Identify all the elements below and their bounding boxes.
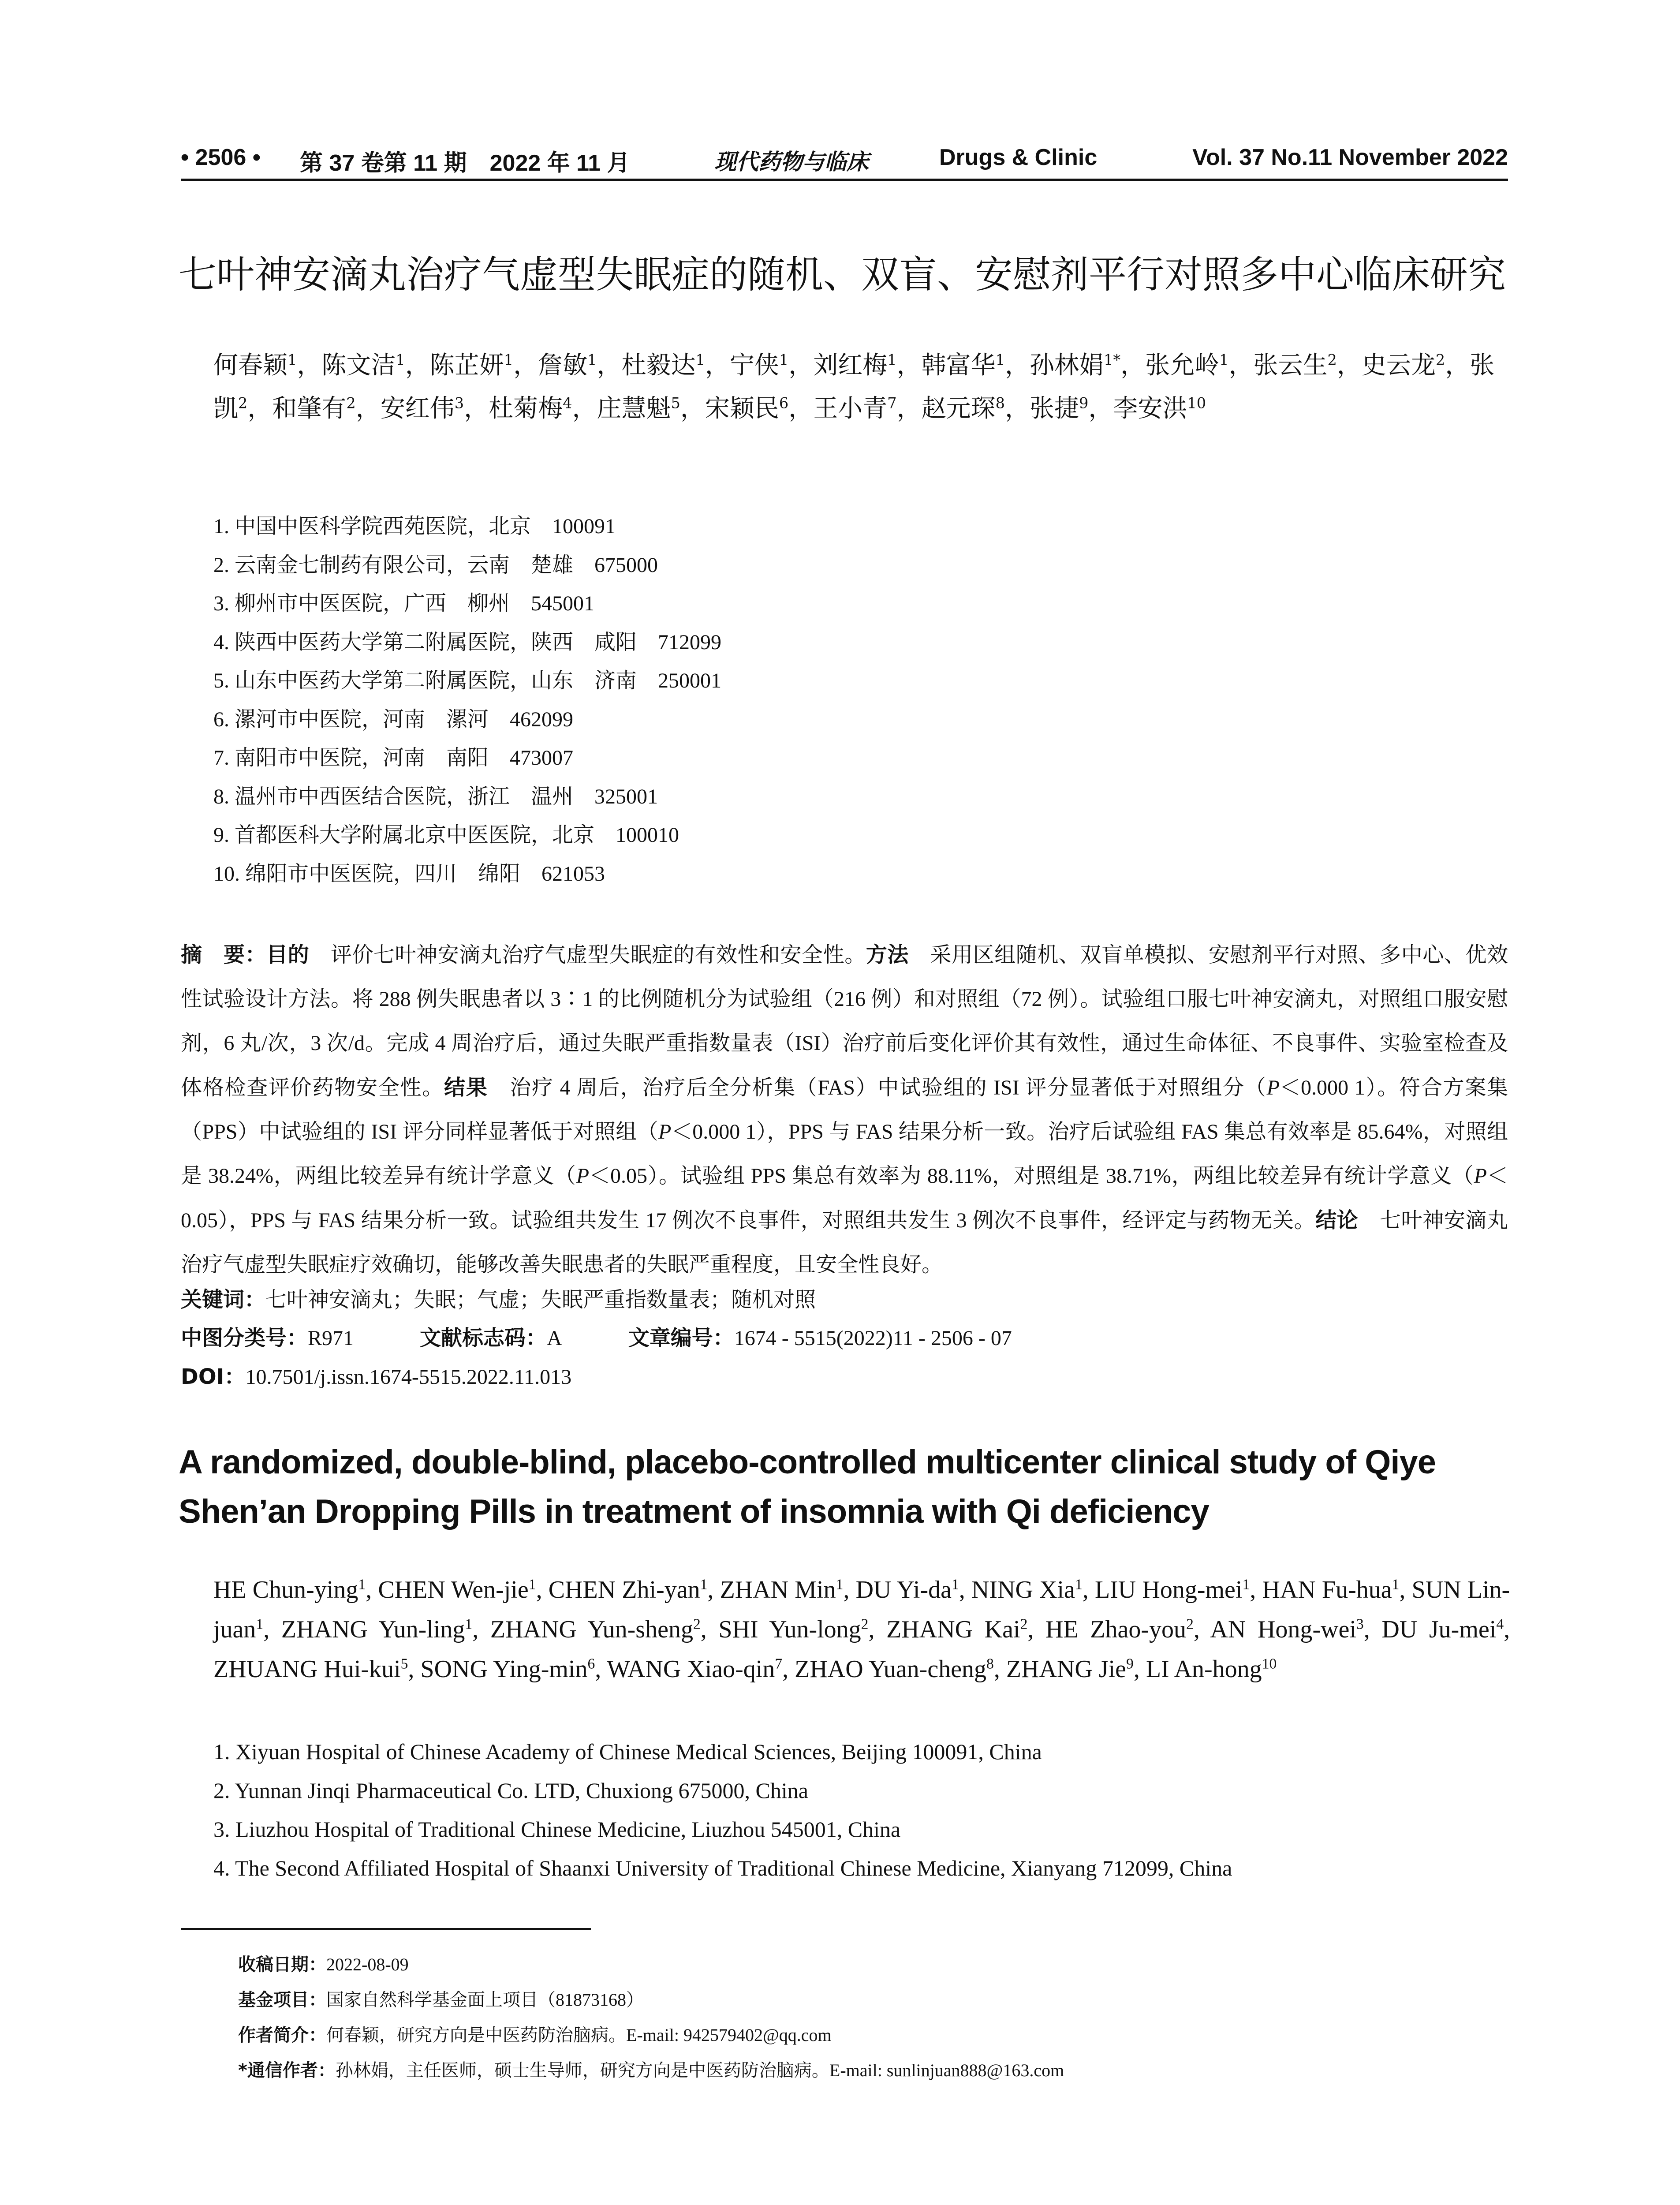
author-affiliation-marker: 6 [779, 394, 789, 412]
author-affiliation-marker: 1 [779, 351, 789, 369]
author-name: 张捷 [1030, 394, 1079, 423]
author-name: ZHUANG Hui-kui [213, 1656, 401, 1683]
author-affiliation-marker: 1 [836, 1576, 844, 1593]
author-affiliation-marker: 4 [1496, 1616, 1504, 1633]
footnote-author-bio [238, 2018, 1064, 2053]
objective-label: 目的 [266, 942, 310, 967]
author-affiliation-marker: 1 [1392, 1576, 1400, 1593]
author-affiliation-marker: 1 [695, 351, 705, 369]
affiliation-item: 4. 陕西中医药大学第二附属医院，陕西 咸阳 712099 [213, 630, 722, 654]
affiliation-item: 2. 云南金七制药有限公司，云南 楚雄 675000 [213, 553, 658, 577]
author-name: ZHAO Yuan-cheng [795, 1656, 987, 1683]
affiliation-item: 9. 首都医科大学附属北京中医医院，北京 100010 [213, 823, 679, 847]
author-affiliation-marker: 1 [952, 1576, 959, 1593]
author-affiliation-marker: 2 [346, 394, 356, 412]
methods-text: 采用区组随机、双盲单模拟、安慰剂平行对照、多中心、优效性试验设计方法。将 288 例失眠患者以 3∶1 的比例随机分为试验组（216 例）和对照组（72 例）。试验组口服七叶神安滴丸，对照组口服安慰剂，6 丸/次，3 次/d。完成 4 周治疗后，通过失眠严重指数量表（ISI）治疗前后变化评价其有效性，通过生命体征、不良事件、实验室检查及体格检查评价药物安全性。 [181, 943, 1508, 1099]
author-affiliation-marker: 1 [700, 1576, 708, 1593]
affiliation-list-cn [213, 507, 721, 893]
author-name: 詹敏 [538, 351, 588, 380]
author-name: 陈芷妍 [429, 351, 504, 380]
footnote-list [238, 1947, 1064, 2088]
author-affiliation-marker: 7 [887, 394, 897, 412]
author-affiliation-marker: 1 [504, 351, 514, 369]
author-affiliation-marker: 8 [995, 394, 1005, 412]
author-affiliation-marker: 2 [1435, 351, 1445, 369]
author-affiliation-marker: 7 [775, 1656, 783, 1672]
author-name: ZHANG Kai [886, 1616, 1020, 1643]
results-text: ＜0.000 1）。符合方案集（PPS）中试验组的 ISI 评分同样显著低于对照组（ [181, 1076, 1508, 1144]
author-affiliation-marker: 9 [1126, 1656, 1134, 1672]
title-en: A randomized, double-blind, placebo-controlled multicenter clinical study of Qiye Shen’an Dropping Pills in treatment of insomnia with Qi deficiency [179, 1443, 1436, 1530]
affiliation-item: 1. 中国中医科学院西苑医院，北京 100091 [213, 515, 616, 538]
issue-info: 第 37 卷第 11 期 2022 年 11 月 [300, 150, 630, 176]
author-name: LI An-hong [1146, 1656, 1262, 1683]
results-label: 结果 [444, 1075, 488, 1100]
author-name: 何春颖 [213, 351, 287, 380]
author-name: 赵元琛 [921, 394, 996, 423]
author-name: 宋颖民 [705, 394, 779, 423]
results-text: ＜0.05）。试验组 PPS 集总有效率为 88.11%，对照组是 38.71%，两组比较差异有统计学意义（ [589, 1164, 1474, 1188]
author-affiliation-marker: 4 [563, 394, 572, 412]
running-header [181, 139, 1508, 181]
objective-text: 评价七叶神安滴丸治疗气虚型失眠症的有效性和安全性。 [309, 943, 866, 967]
author-name: HAN Fu-hua [1262, 1576, 1392, 1603]
p-value-symbol: P [576, 1164, 590, 1188]
author-name: LIU Hong-mei [1094, 1576, 1243, 1603]
author-affiliation-marker: 10 [1187, 394, 1206, 412]
author-affiliation-marker: 9 [1079, 394, 1089, 412]
author-affiliation-marker: 1 [587, 351, 597, 369]
author-affiliation-marker: 8 [986, 1656, 994, 1672]
author-name: CHEN Wen-jie [378, 1576, 529, 1603]
page-number: • 2506 • [181, 145, 261, 170]
author-name: 张凯 [213, 351, 1495, 423]
affiliation-item: 10. 绵阳市中医医院，四川 绵阳 621053 [213, 862, 605, 886]
footnote-corresponding [238, 2053, 1064, 2088]
footnote-label: 收稿日期： [238, 1955, 326, 1975]
p-value-symbol: P [1474, 1164, 1487, 1188]
results-text: 治疗 4 周后，治疗后全分析集（FAS）中试验组的 ISI 评分显著低于对照组分（ [488, 1076, 1267, 1099]
author-name: NING Xia [971, 1576, 1075, 1603]
author-name: SONG Ying-min [420, 1656, 588, 1683]
author-name: DU Ju-mei [1381, 1616, 1497, 1643]
footnote-label: *通信作者： [238, 2060, 336, 2081]
author-affiliation-marker: 1 [528, 1576, 536, 1593]
author-name: 庄慧魁 [597, 394, 671, 423]
author-affiliation-marker: 2 [693, 1616, 701, 1633]
affiliation-item: 5. 山东中医药大学第二附属医院，山东 济南 250001 [213, 669, 722, 692]
abstract-label: 摘 要： [181, 942, 267, 967]
author-name: 安红伟 [380, 394, 455, 423]
keywords-line [181, 1282, 816, 1313]
footnote-divider [181, 1928, 591, 1930]
clc-label: 中图分类号： [181, 1326, 308, 1350]
affiliation-item: 8. 温州市中西医结合医院，浙江 温州 325001 [213, 785, 658, 808]
author-name: 和肇有 [272, 394, 347, 423]
conclusion-label: 结论 [1315, 1208, 1359, 1233]
doc-code-value: A [547, 1327, 562, 1350]
author-name: WANG Xiao-qin [607, 1656, 775, 1683]
doc-code-label: 文献标志码： [420, 1326, 547, 1350]
author-affiliation-marker: 1 [995, 351, 1005, 369]
abstract [181, 933, 1508, 1287]
results-text: ＜0.05），PPS 与 FAS 结果分析一致。试验组共发生 17 例次不良事件，对照组共发生 3 例次不良事件，经评定与药物无关。 [181, 1164, 1508, 1232]
footnote-text: 国家自然科学基金面上项目（81873168） [326, 1990, 644, 2010]
author-affiliation-marker: 2 [1327, 351, 1337, 369]
author-affiliation-marker: 1 [256, 1616, 264, 1633]
affiliation-item: 3. 柳州市中医医院，广西 柳州 545001 [213, 592, 595, 615]
footnote-text: 2022-08-09 [326, 1955, 409, 1974]
author-affiliation-marker: 1 [1242, 1576, 1250, 1593]
footnote-received [238, 1947, 1064, 1982]
article-number-label: 文章编号： [628, 1326, 734, 1350]
author-name: ZHANG Jie [1006, 1656, 1127, 1683]
author-affiliation-marker: 1 [465, 1616, 473, 1633]
author-affiliation-marker: 3 [1356, 1616, 1364, 1633]
author-list-cn: 何春颖$^1$，陈文洁$^1$，陈芷妍$^1$，詹敏$^1$，杜毅达$^1$，宁侠$^1$，刘红梅$^1$，韩富华$^1$，孙林娟$^{1*}$，张允岭$^1$，张云生$^2$，史云龙$^2$，张凯$^2$，和肇有$^2$，安红伟$^3$，杜菊梅$^4$，庄慧魁$^5$，宋颖民$^6$，王小青$^7$，赵元琛$^8$，张捷$^9$，李安洪$^{10}$ [213, 351, 1495, 423]
methods-label: 方法 [866, 942, 909, 967]
author-name: HE Zhao-you [1045, 1616, 1187, 1643]
clc-value: R971 [308, 1327, 354, 1350]
author-affiliation-marker: 3 [454, 394, 464, 412]
affiliation-item: 3. Liuzhou Hospital of Traditional Chinese Medicine, Liuzhou 545001, China [213, 1817, 901, 1842]
classification-line [181, 1321, 1012, 1351]
conclusion-text: 七叶神安滴丸治疗气虚型失眠症疗效确切，能够改善失眠患者的失眠严重程度，且安全性良好。 [181, 1209, 1508, 1276]
p-value-symbol: P [658, 1120, 672, 1144]
footnote-label: 作者简介： [238, 2025, 326, 2045]
author-name: 杜毅达 [621, 351, 696, 380]
author-affiliation-marker: 2 [861, 1616, 869, 1633]
author-name: SUN Lin-juan [213, 1576, 1510, 1643]
author-name: ZHANG Yun-sheng [490, 1616, 693, 1643]
doi-line [181, 1360, 571, 1390]
journal-name-cn: 现代药物与临床 [714, 149, 869, 175]
p-value-symbol: P [1266, 1076, 1280, 1099]
article-number-value: 1674 - 5515(2022)11 - 2506 - 07 [734, 1327, 1012, 1350]
doi-link[interactable]: 10.7501/j.issn.1674-5515.2022.11.013 [245, 1365, 572, 1389]
author-list-en: HE Chun-ying$^1$, CHEN Wen-jie$^1$, CHEN Zhi-yan$^1$, ZHAN Min$^1$, DU $Yi-da^1$, NING Xia$^1$, LIU Hong-mei$^1$, HAN Fu-hua$^1$, SUN Lin-juan$^1$, ZHANG Yun-ling$^1$, ZHANG Yun-sheng$^2$, SHI Yun-long$^2$, ZHANG Kai$^2$, HE Zhao-you$^2$, AN Hong-wei$^3$, DU Ju-mei$^4$, ZHUANG Hui-kui$^5$, SONG Ying-$\min^6$, WANG Xiao-qin$^7$, ZHAO Yuan-cheng$^8$, ZHANG Jie$^9$, LI An-hong$^{10}$ [213, 1576, 1510, 1683]
affiliation-item: 1. Xiyuan Hospital of Chinese Academy of Chinese Medical Sciences, Beijing 100091, China [213, 1739, 1042, 1764]
keywords-text: 七叶神安滴丸；失眠；气虚；失眠严重指数量表；随机对照 [265, 1288, 816, 1312]
volume-info: Vol. 37 No.11 November 2022 [1192, 145, 1508, 170]
author-affiliation-marker: 6 [587, 1656, 595, 1672]
author-name: HE Chun-ying [213, 1576, 358, 1603]
journal-name-en: Drugs & Clinic [939, 145, 1098, 170]
doi-label: DOI： [181, 1364, 246, 1389]
author-affiliation-marker: 1* [1104, 351, 1121, 369]
author-affiliation-marker: 5 [400, 1656, 408, 1672]
author-name: 宁侠 [729, 351, 779, 380]
author-name: 韩富华 [921, 351, 996, 380]
footnote-funding [238, 1982, 1064, 2018]
author-name: 王小青 [813, 394, 888, 423]
author-name: 刘红梅 [813, 351, 888, 380]
author-affiliation-marker: 1 [287, 351, 297, 369]
author-affiliation-marker: 1 [1219, 351, 1229, 369]
author-affiliation-marker: 1 [887, 351, 897, 369]
affiliation-item: 2. Yunnan Jinqi Pharmaceutical Co. LTD, Chuxiong 675000, China [213, 1778, 808, 1803]
footnote-text: 何春颖，研究方向是中医药防治脑病。E-mail: 942579402@qq.com [326, 2025, 832, 2045]
footnote-label: 基金项目： [238, 1990, 326, 2010]
affiliation-item: 6. 漯河市中医院，河南 漯河 462099 [213, 707, 574, 731]
author-affiliation-marker: 1 [1075, 1576, 1083, 1593]
author-name: DU Yi-da [855, 1576, 952, 1603]
affiliation-item: 4. The Second Affiliated Hospital of Shaanxi University of Traditional Chinese Medicine, Xianyang 712099, China [213, 1856, 1232, 1880]
author-name: 陈文洁 [321, 351, 396, 380]
author-affiliation-marker: 1 [358, 1576, 366, 1593]
author-name: AN Hong-wei [1210, 1616, 1356, 1643]
author-name: 史云龙 [1361, 351, 1436, 380]
author-affiliation-marker: 2 [1020, 1616, 1028, 1633]
author-name: 张云生 [1253, 351, 1328, 380]
author-name: ZHAN Min [720, 1576, 836, 1603]
footnote-text: 孙林娟，主任医师，硕士生导师，研究方向是中医药防治脑病。E-mail: sunlinjuan888@163.com [335, 2060, 1064, 2080]
author-name: 杜菊梅 [489, 394, 563, 423]
affiliation-item: 7. 南阳市中医院，河南 南阳 473007 [213, 746, 574, 770]
author-affiliation-marker: 2 [1186, 1616, 1194, 1633]
author-name: ZHANG Yun-ling [281, 1616, 465, 1643]
keywords-label: 关键词： [181, 1287, 266, 1312]
author-name: 李安洪 [1113, 394, 1187, 423]
author-affiliation-marker: 1 [396, 351, 405, 369]
title-cn: 七叶神安滴丸治疗气虚型失眠症的随机、双盲、安慰剂平行对照多中心临床研究 [179, 253, 1506, 297]
author-affiliation-marker: 5 [671, 394, 680, 412]
affiliation-list-en [213, 1732, 1232, 1887]
author-affiliation-marker: 10 [1262, 1656, 1277, 1672]
author-name: 张允岭 [1145, 351, 1220, 380]
author-affiliation-marker: 2 [238, 394, 248, 412]
results-text: ＜0.000 1），PPS 与 FAS 结果分析一致。治疗后试验组 FAS 集总有效率是 85.64%，对照组是 38.24%，两组比较差异有统计学意义（ [181, 1120, 1508, 1188]
author-name: SHI Yun-long [718, 1616, 861, 1643]
author-name: 孙林娟 [1030, 351, 1104, 380]
author-name: CHEN Zhi-yan [548, 1576, 700, 1603]
